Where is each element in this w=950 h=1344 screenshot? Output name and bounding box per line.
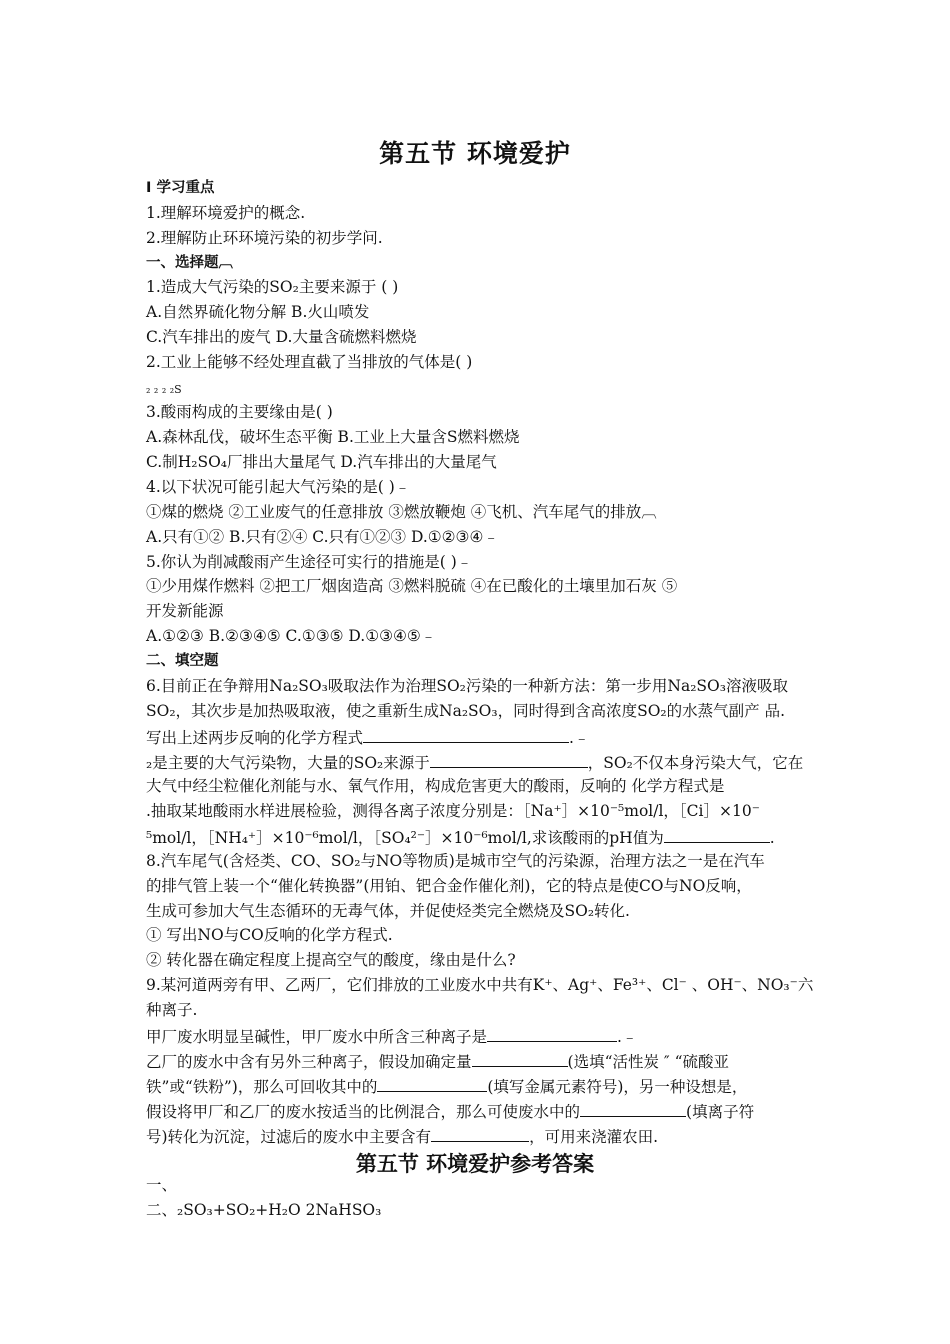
text-line: 的排气管上装一个“催化转换器”(用铂、钯合金作催化剂)，它的特点是使CO与NO反响，	[146, 877, 752, 895]
text-line	[146, 1100, 754, 1122]
option-line: A.只有①② B.只有②④ C.只有①②③ D.①②③④﹣	[146, 528, 499, 546]
line-text: ，SO₂不仅本身污染大气，它在	[587, 754, 804, 772]
question-line: 5.你认为削减酸雨产生途径可实行的措施是( )﹣	[146, 553, 473, 571]
line-text: (选填“活性炭 ″ “硫酸亚	[567, 1053, 730, 1071]
line-text: 号)转化为沉淀，过滤后的废水中主要含有	[146, 1128, 432, 1146]
text-line: ② 转化器在确定程度上提高空气的酸度，缘由是什么?	[146, 951, 516, 969]
line-text: 铁”或“铁粉”)，那么可回收其中的	[146, 1078, 378, 1096]
option-line: A.自然界硫化物分解 B.火山喷发	[146, 303, 370, 321]
text-line: ①煤的燃烧 ②工业废气的任意排放 ③燃放鞭炮 ④飞机、汽车尾气的排放︹	[146, 503, 657, 521]
answer-blank[interactable]	[377, 1075, 487, 1092]
option-line: A.森林乱伐，破坏生态平衡 B.工业上大量含S燃料燃烧	[146, 428, 520, 446]
text-line: 开发新能源	[146, 602, 224, 620]
answer-blank[interactable]	[430, 751, 588, 768]
answer-line: 二、₂SO₃+SO₂+H₂O 2NaHSO₃	[146, 1201, 382, 1219]
line-text: 假设将甲厂和乙厂的废水按适当的比例混合，那么可使废水中的	[146, 1103, 581, 1121]
text-line	[146, 726, 589, 748]
question-line: 6.目前正在争辩用Na₂SO₃吸取法作为治理SO₂污染的一种新方法：第一步用Na₂SO₃溶液吸取	[146, 677, 788, 695]
answer-blank[interactable]	[431, 1125, 529, 1142]
question-line: 1.造成大气污染的SO₂主要来源于 ( )	[146, 278, 399, 296]
page-title: 第五节 环境爱护	[379, 139, 571, 168]
answer-blank[interactable]	[487, 1025, 617, 1042]
option-line: ₂ ₂ ₂ ₂S	[146, 383, 182, 396]
text-line: ①少用煤作燃料 ②把工厂烟囱造高 ③燃料脱硫 ④在已酸化的土壤里加石灰 ⑤	[146, 577, 678, 595]
line-text: (填离子符	[686, 1103, 755, 1121]
line-text: 写出上述两步反响的化学方程式	[146, 729, 364, 747]
answer-blank[interactable]	[363, 726, 569, 743]
answer-blank[interactable]	[472, 1050, 568, 1067]
question-line: 8.汽车尾气(含烃类、CO、SO₂与NO等物质)是城市空气的污染源，治理方法之一是在汽车	[146, 852, 765, 870]
text-line	[146, 751, 803, 773]
text-line: 2.理解防止环环境污染的初步学问.	[146, 229, 383, 247]
answer-blank[interactable]	[580, 1100, 686, 1117]
line-text: ₂是主要的大气污染物，大量的SO₂来源于	[146, 754, 430, 772]
line-text: .	[769, 829, 775, 847]
line-text: 甲厂废水明显呈碱性，甲厂废水中所含三种离子是	[146, 1028, 488, 1046]
answer-title: 第五节 环境爱护参考答案	[355, 1152, 595, 1176]
section-heading: 一、选择题︹	[146, 255, 233, 271]
line-text: ⁵mol/l，［NH₄⁺］×10⁻⁶mol/l，［SO₄²⁻］×10⁻⁶mol/l,求该酸雨的pH值为	[146, 829, 664, 847]
text-line: 种离子.	[146, 1001, 198, 1019]
option-line: A.①②③ B.②③④⑤ C.①③⑤ D.①③④⑤﹣	[146, 627, 437, 645]
text-line	[146, 826, 775, 848]
text-line: 生成可参加大气生态循环的无毒气体，并促使烃类完全燃烧及SO₂转化.	[146, 902, 630, 920]
text-line: .抽取某地酸雨水样进展检验，测得各离子浓度分别是：［Na⁺］×10⁻⁵mol/l，［Ci］×10⁻	[146, 802, 760, 820]
text-line	[146, 1075, 747, 1097]
question-line: 3.酸雨构成的主要缘由是( )	[146, 403, 333, 421]
section-heading: 二、填空题	[146, 653, 219, 669]
question-line: 4.以下状况可能引起大气污染的是( )﹣	[146, 478, 411, 496]
text-line: 大气中经尘粒催化剂能与水、氧气作用，构成危害更大的酸雨，反响的 化学方程式是	[146, 777, 725, 795]
option-line: C.制H₂SO₄厂排出大量尾气 D.汽车排出的大量尾气	[146, 453, 497, 471]
answer-line: 一、	[146, 1176, 178, 1194]
text-line: 1.理解环境爱护的概念.	[146, 204, 306, 222]
text-line	[146, 1125, 658, 1147]
text-line: SO₂，其次步是加热吸取液，使之重新生成Na₂SO₃，同时得到含高浓度SO₂的水蒸气副产 品.	[146, 702, 785, 720]
line-text: 乙厂的废水中含有另外三种离子，假设加确定量	[146, 1053, 472, 1071]
line-text: ，可用来浇灌农田.	[529, 1128, 658, 1146]
line-text: (填写金属元素符号)，另一种设想是，	[487, 1078, 748, 1096]
text-line: ① 写出NO与CO反响的化学方程式.	[146, 926, 393, 944]
question-line: 9.某河道两旁有甲、乙两厂，它们排放的工业废水中共有K⁺、Ag⁺、Fe³⁺、Cl⁻ 、OH⁻、NO₃⁻六	[146, 976, 814, 994]
line-text: .﹣	[569, 729, 590, 747]
section-heading: Ⅰ 学习重点	[146, 180, 215, 196]
question-line: 2.工业上能够不经处理直截了当排放的气体是( )	[146, 353, 473, 371]
text-line	[146, 1050, 729, 1072]
text-line	[146, 1025, 637, 1047]
option-line: C.汽车排出的废气 D.大量含硫燃料燃烧	[146, 328, 417, 346]
line-text: .﹣	[617, 1028, 638, 1046]
answer-blank[interactable]	[664, 826, 770, 843]
